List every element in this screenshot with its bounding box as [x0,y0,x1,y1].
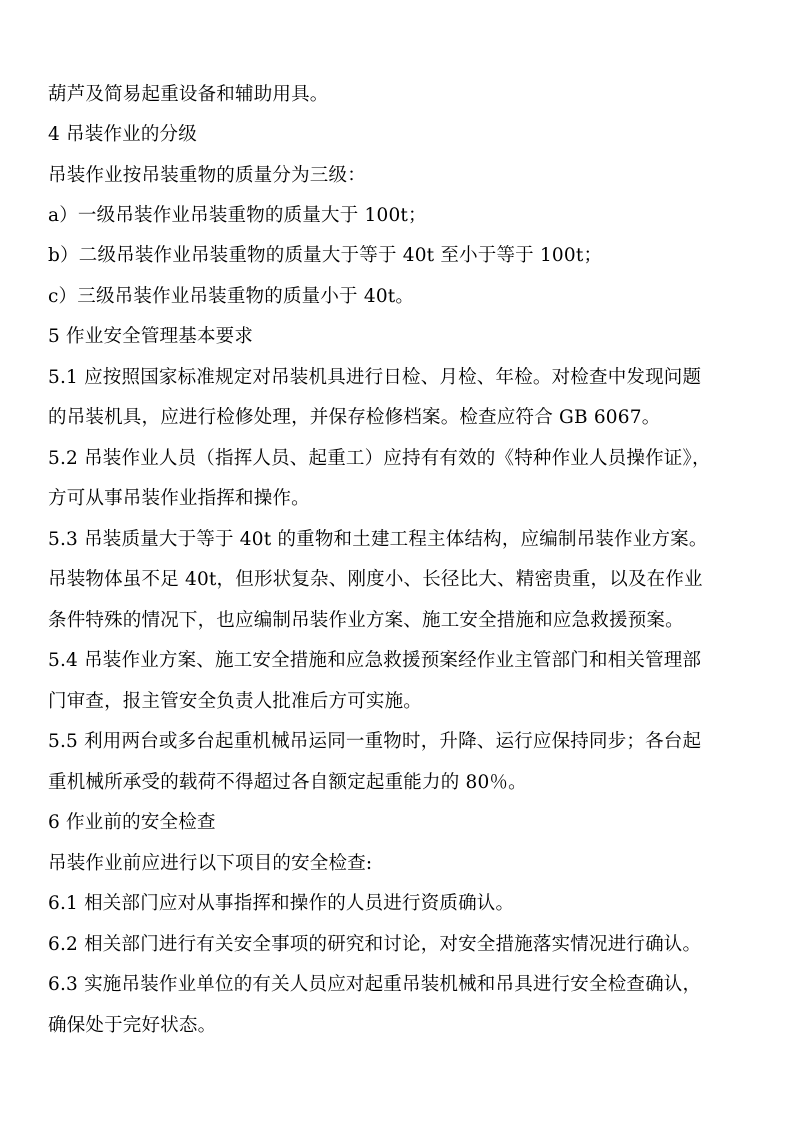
clause-5-1-cont: 的吊装机具，应进行检修处理，并保存检修档案。检查应符合 GB 6067。 [48,407,661,428]
section-heading-5: 5 作业安全管理基本要求 [48,326,254,347]
list-item-c: c）三级吊装作业吊装重物的质量小于 40t。 [48,286,415,307]
clause-5-1: 5.1 应按照国家标准规定对吊装机具进行日检、月检、年检。对检查中发现问题 [48,367,702,388]
clause-6-3-cont: 确保处于完好状态。 [48,1015,217,1036]
section-heading-4: 4 吊装作业的分级 [48,124,197,145]
list-item-b: b）二级吊装作业吊装重物的质量大于等于 40t 至小于等于 100t； [48,245,603,266]
clause-5-3: 5.3 吊装质量大于等于 40t 的重物和土建工程主体结构，应编制吊装作业方案。 [48,529,708,550]
clause-5-3-cont: 吊装物体虽不足 40t，但形状复杂、刚度小、长径比大、精密贵重，以及在作业 [48,569,703,590]
clause-6-1: 6.1 相关部门应对从事指挥和操作的人员进行资质确认。 [48,893,515,914]
clause-5-3-cont: 条件特殊的情况下，也应编制吊装作业方案、施工安全措施和应急救援预案。 [48,610,684,631]
clause-5-5-cont: 重机械所承受的载荷不得超过各自额定起重能力的 80％。 [48,772,527,793]
clause-5-4-cont: 门审查，报主管安全负责人批准后方可实施。 [48,691,423,712]
clause-5-2: 5.2 吊装作业人员（指挥人员、起重工）应持有有效的《特种作业人员操作证》， [48,448,711,469]
paragraph-text: 吊装作业按吊装重物的质量分为三级： [48,165,366,186]
clause-6-3: 6.3 实施吊装作业单位的有关人员应对起重吊装机械和吊具进行安全检查确认， [48,974,702,995]
clause-6-2: 6.2 相关部门进行有关安全事项的研究和讨论，对安全措施落实情况进行确认。 [48,934,702,955]
paragraph-text: 吊装作业前应进行以下项目的安全检查: [48,853,373,874]
section-heading-6: 6 作业前的安全检查 [48,812,216,833]
clause-5-2-cont: 方可从事吊装作业指挥和操作。 [48,488,310,509]
text-line-continuation: 葫芦及简易起重设备和辅助用具。 [48,84,329,105]
clause-5-5: 5.5 利用两台或多台起重机械吊运同一重物时，升降、运行应保持同步；各台起 [48,731,702,752]
list-item-a: a）一级吊装作业吊装重物的质量大于 100t； [48,205,427,226]
clause-5-4: 5.4 吊装作业方案、施工安全措施和应急救援预案经作业主管部门和相关管理部 [48,650,702,671]
